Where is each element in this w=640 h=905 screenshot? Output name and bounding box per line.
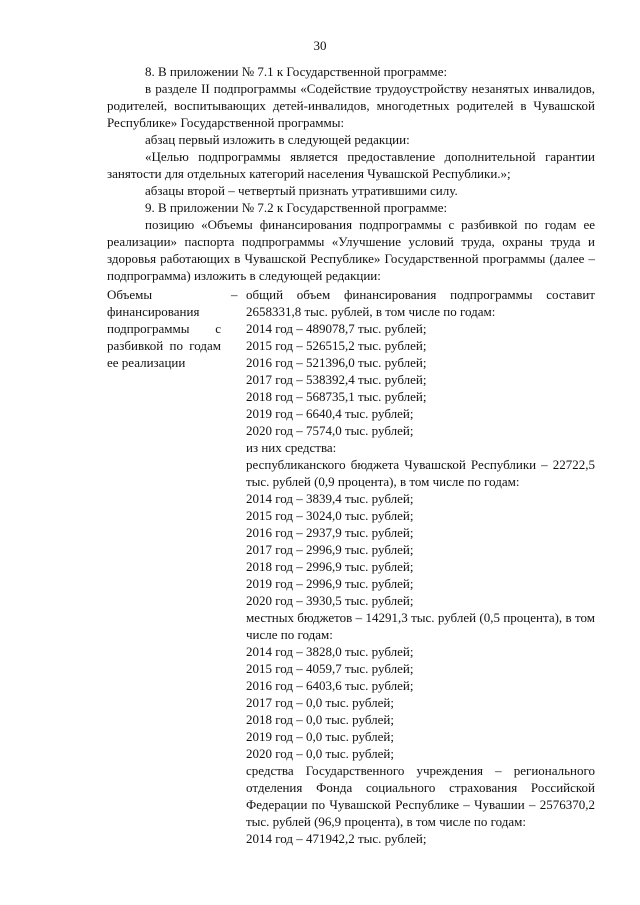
table-dash: –: [231, 287, 238, 302]
paragraph: 8. В приложении № 7.1 к Государственной программе:: [145, 64, 448, 79]
financing-line: 2016 год – 6403,6 тыс. рублей;: [246, 678, 414, 693]
paragraph: в разделе II подпрограммы «Содействие трудоустройству незанятых инвалидов, родителей, воспитывающих детей-инвалидов, многодетных родителей в Чувашской Республике» Государственной программы:: [107, 81, 595, 130]
financing-line: 2019 год – 2996,9 тыс. рублей;: [246, 576, 414, 591]
financing-line: республиканского бюджета Чувашской Республики – 22722,5 тыс. рублей (0,9 процента), в том числе по годам:: [246, 457, 595, 489]
financing-line: 2017 год – 0,0 тыс. рублей;: [246, 695, 394, 710]
financing-line: 2014 год – 3839,4 тыс. рублей;: [246, 491, 414, 506]
financing-line: 2016 год – 2937,9 тыс. рублей;: [246, 525, 414, 540]
financing-line: 2018 год – 0,0 тыс. рублей;: [246, 712, 394, 727]
document-body: [107, 63, 595, 284]
financing-line: 2018 год – 2996,9 тыс. рублей;: [246, 559, 414, 574]
table-values: [246, 286, 595, 847]
table-label: Объемы финансирования подпрограммы с разбивкой по годам ее реализации: [107, 287, 221, 370]
financing-line: 2020 год – 0,0 тыс. рублей;: [246, 746, 394, 761]
financing-line: 2017 год – 538392,4 тыс. рублей;: [246, 372, 427, 387]
financing-line: 2014 год – 471942,2 тыс. рублей;: [246, 831, 427, 846]
paragraph: абзацы второй – четвертый признать утратившими силу.: [145, 183, 458, 198]
financing-line: из них средства:: [246, 440, 337, 455]
paragraph: абзац первый изложить в следующей редакции:: [145, 132, 410, 147]
page-number: 30: [313, 38, 327, 53]
financing-line: 2019 год – 6640,4 тыс. рублей;: [246, 406, 414, 421]
financing-line: 2014 год – 489078,7 тыс. рублей;: [246, 321, 427, 336]
financing-line: средства Государственного учреждения – регионального отделения Фонда социального страхования Российской Федерации по Чувашской Республике – Чувашии – 2576370,2 тыс. рублей (96,9 процента), в том числе по годам:: [246, 763, 595, 829]
paragraph: позицию «Объемы финансирования подпрограммы с разбивкой по годам ее реализации» паспорта подпрограммы «Улучшение условий труда, охраны труда и здоровья работающих в Чувашской Республике» Государственной программы (далее – подпрограмма) изложить в следующей редакции:: [107, 217, 595, 283]
financing-line: 2020 год – 3930,5 тыс. рублей;: [246, 593, 414, 608]
financing-line: 2015 год – 4059,7 тыс. рублей;: [246, 661, 414, 676]
financing-line: 2019 год – 0,0 тыс. рублей;: [246, 729, 394, 744]
financing-line: местных бюджетов – 14291,3 тыс. рублей (0,5 процента), в том числе по годам:: [246, 610, 595, 642]
financing-line: 2016 год – 521396,0 тыс. рублей;: [246, 355, 427, 370]
paragraph: «Целью подпрограммы является предоставление дополнительной гарантии занятости для отдельных категорий населения Чувашской Республики.»;: [107, 149, 595, 181]
financing-line: 2015 год – 526515,2 тыс. рублей;: [246, 338, 427, 353]
financing-line: общий объем финансирования подпрограммы составит 2658331,8 тыс. рублей, в том числе по годам:: [246, 287, 595, 319]
financing-line: 2014 год – 3828,0 тыс. рублей;: [246, 644, 414, 659]
financing-line: 2020 год – 7574,0 тыс. рублей;: [246, 423, 414, 438]
financing-line: 2017 год – 2996,9 тыс. рублей;: [246, 542, 414, 557]
financing-line: 2015 год – 3024,0 тыс. рублей;: [246, 508, 414, 523]
paragraph: 9. В приложении № 7.2 к Государственной программе:: [145, 200, 448, 215]
financing-line: 2018 год – 568735,1 тыс. рублей;: [246, 389, 427, 404]
